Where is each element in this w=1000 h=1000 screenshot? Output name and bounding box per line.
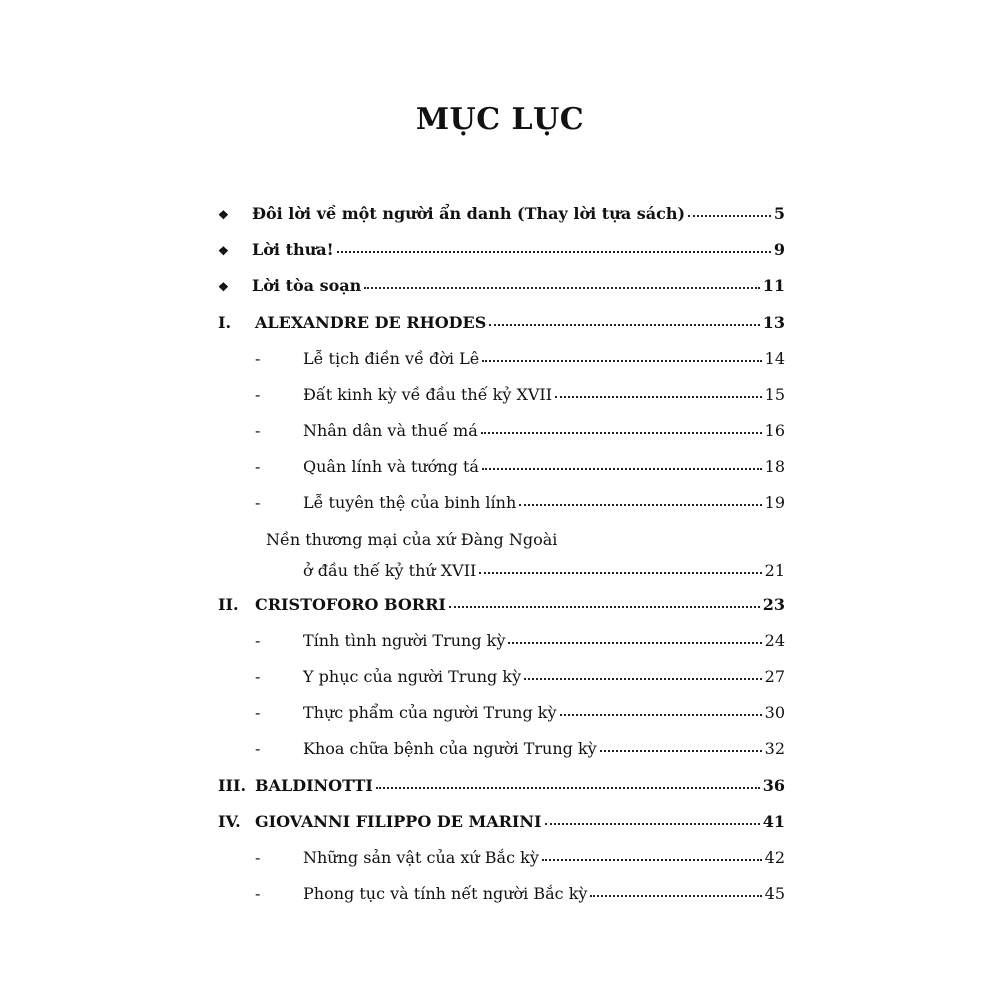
dash-marker: - (255, 493, 261, 512)
section-number: IV. (218, 812, 241, 831)
toc-entry-label: ở đầu thế kỷ thứ XVII (303, 561, 477, 580)
page-number: 32 (764, 739, 785, 758)
toc-entry[interactable] (218, 883, 785, 905)
toc-entry[interactable] (218, 312, 785, 334)
toc-entry-label: Phong tục và tính nết người Bắc kỳ (303, 884, 588, 903)
section-number: III. (218, 776, 247, 795)
page-number: 11 (762, 276, 785, 295)
page-number: 13 (762, 313, 785, 332)
toc-entry[interactable] (218, 775, 785, 797)
page-number: 42 (764, 848, 785, 867)
toc-entry[interactable] (218, 348, 785, 370)
dot-leader (482, 356, 761, 362)
toc-entry[interactable] (218, 384, 785, 406)
dot-leader (600, 746, 762, 752)
toc-entry-label: BALDINOTTI (255, 776, 373, 795)
page-number: 24 (764, 631, 785, 650)
dot-leader (555, 392, 762, 398)
bullet-icon: ❖ (218, 208, 229, 222)
toc-entry[interactable] (218, 738, 785, 760)
toc-entry[interactable] (218, 702, 785, 724)
toc-entry-label: Quân lính và tướng tá (303, 457, 479, 476)
dot-leader (688, 211, 771, 217)
toc-entry-label: Khoa chữa bệnh của người Trung kỳ (303, 739, 597, 758)
dot-leader (508, 638, 761, 644)
toc-entry[interactable] (218, 492, 785, 514)
toc-entry[interactable] (218, 666, 785, 688)
toc-entry[interactable] (218, 239, 785, 262)
page-number: 18 (764, 457, 785, 476)
bullet-icon: ❖ (218, 280, 229, 294)
toc-entry[interactable] (218, 811, 785, 833)
toc-entry-label: Nhân dân và thuế má (303, 421, 478, 440)
dot-leader (519, 500, 761, 506)
page-number: 21 (764, 561, 785, 580)
page-number: 16 (764, 421, 785, 440)
dot-leader (481, 428, 762, 434)
dot-leader (524, 674, 762, 680)
dash-marker: - (255, 884, 261, 903)
section-number: II. (218, 595, 239, 614)
bullet-icon: ❖ (218, 244, 229, 258)
toc-entry-label: ALEXANDRE DE RHODES (255, 313, 487, 332)
toc-entry[interactable] (218, 594, 785, 616)
dot-leader (482, 464, 762, 470)
dash-marker: - (255, 457, 261, 476)
dash-marker: - (255, 848, 261, 867)
toc-entry-label: Đôi lời về một người ẩn danh (Thay lời tựa sách) (252, 204, 686, 223)
page-number: 19 (764, 493, 785, 512)
dash-marker: - (255, 421, 261, 440)
section-number: I. (218, 313, 232, 332)
dot-leader (364, 283, 759, 289)
page-number: 30 (764, 703, 785, 722)
toc-entry-label: Lời thưa! (252, 240, 334, 259)
dash-marker: - (255, 349, 261, 368)
dot-leader (376, 783, 760, 789)
toc-entry[interactable] (218, 203, 785, 226)
page-number: 41 (762, 812, 785, 831)
toc-entry[interactable] (218, 630, 785, 652)
page-number: 36 (762, 776, 785, 795)
dot-leader (449, 602, 760, 608)
page-number: 9 (773, 240, 785, 259)
dash-marker: - (255, 667, 261, 686)
toc-entry[interactable] (218, 560, 785, 582)
toc-entry-label-line1: Nền thương mại của xứ Đàng Ngoài (266, 530, 558, 549)
dash-marker: - (255, 739, 261, 758)
page-title: MỤC LỤC (415, 102, 585, 137)
toc-entry[interactable] (218, 275, 785, 298)
toc-entry-label: Những sản vật của xứ Bắc kỳ (303, 848, 539, 867)
dot-leader (560, 710, 762, 716)
toc-entry-label: Lễ tịch điền về đời Lê (303, 349, 480, 368)
dot-leader (479, 568, 761, 574)
dash-marker: - (255, 703, 261, 722)
toc-entry[interactable] (218, 456, 785, 478)
page-number: 14 (764, 349, 785, 368)
dot-leader (545, 819, 760, 825)
toc-entry-label: Lễ tuyên thệ của binh lính (303, 493, 517, 512)
toc-entry-label: Đất kinh kỳ về đầu thế kỷ XVII (303, 385, 553, 404)
toc-entry[interactable] (218, 847, 785, 869)
toc-entry-label: Tính tình người Trung kỳ (303, 631, 506, 650)
toc-entry-label: Lời tòa soạn (252, 276, 362, 295)
toc-entry-label: CRISTOFORO BORRI (255, 595, 446, 614)
dot-leader (337, 247, 771, 253)
page-number: 27 (764, 667, 785, 686)
toc-entry-label: Thực phẩm của người Trung kỳ (303, 703, 557, 722)
dash-marker: - (255, 631, 261, 650)
page-number: 5 (773, 204, 785, 223)
toc-entry-label: GIOVANNI FILIPPO DE MARINI (255, 812, 542, 831)
page-number: 15 (764, 385, 785, 404)
dot-leader (590, 891, 761, 897)
toc-entry-label: Y phục của người Trung kỳ (303, 667, 522, 686)
dash-marker: - (255, 385, 261, 404)
toc-entry[interactable] (218, 420, 785, 442)
page-number: 45 (764, 884, 785, 903)
page-number: 23 (762, 595, 785, 614)
dot-leader (542, 855, 762, 861)
dot-leader (489, 320, 759, 326)
